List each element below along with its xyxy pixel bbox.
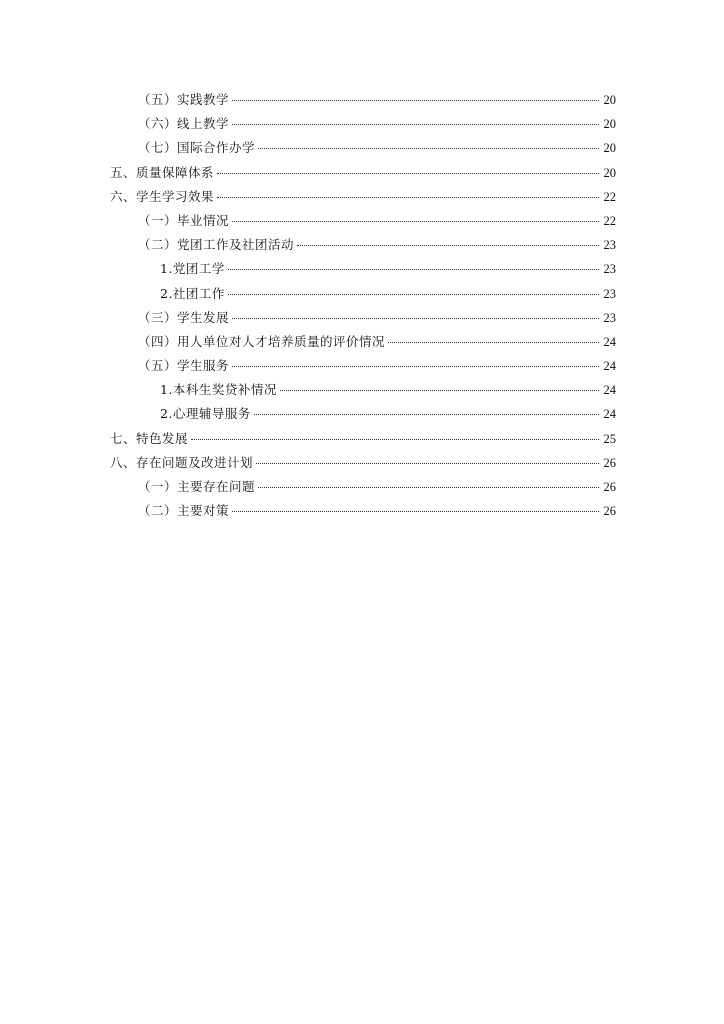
toc-entry[interactable] xyxy=(110,138,616,162)
toc-entry-page: 20 xyxy=(603,141,616,156)
dot-leader xyxy=(232,511,599,512)
dot-leader xyxy=(256,463,599,464)
toc-entry[interactable] xyxy=(110,356,616,380)
toc-entry-page: 26 xyxy=(603,455,616,470)
toc-entry[interactable] xyxy=(110,332,616,356)
toc-entry[interactable] xyxy=(110,308,616,332)
toc-entry-page: 26 xyxy=(603,504,616,519)
dot-leader xyxy=(388,342,599,343)
toc-entry-title: （二）主要对策 xyxy=(138,503,230,519)
toc-entry-page: 24 xyxy=(603,407,616,422)
dot-leader xyxy=(217,173,599,174)
toc-entry-title: 2.社团工作 xyxy=(160,285,225,301)
toc-entry-title: （三）学生发展 xyxy=(138,309,230,325)
toc-entry-page: 20 xyxy=(603,165,616,180)
toc-entry-page: 20 xyxy=(603,117,616,132)
toc-entry-title: 1.党团工学 xyxy=(160,261,225,277)
toc-entry-title: 六、学生学习效果 xyxy=(110,188,215,204)
toc-entry-title: 七、特色发展 xyxy=(110,430,189,446)
toc-entry-title: 八、存在问题及改进计划 xyxy=(110,454,254,470)
toc-entry-title: 1.本科生奖贷补情况 xyxy=(160,382,277,398)
toc-entry-page: 25 xyxy=(603,431,616,446)
dot-leader xyxy=(280,390,599,391)
toc-entry-page: 23 xyxy=(603,310,616,325)
toc-entry[interactable] xyxy=(110,259,616,283)
toc-entry-page: 22 xyxy=(603,213,616,228)
toc-entry-page: 26 xyxy=(603,480,616,494)
toc-entry-page: 20 xyxy=(603,93,616,107)
toc-entry-title: （一）主要存在问题 xyxy=(138,479,256,494)
dot-leader xyxy=(232,366,599,367)
toc-entry-title: （一）毕业情况 xyxy=(138,212,230,228)
toc-entry[interactable] xyxy=(110,187,616,211)
toc-entry[interactable] xyxy=(110,380,616,404)
toc-entry[interactable] xyxy=(110,501,616,525)
toc-entry-page: 24 xyxy=(603,383,616,398)
toc-entry-title: （四）用人单位对人才培养质量的评价情况 xyxy=(138,333,386,349)
toc-entry-title: （二）党团工作及社团活动 xyxy=(138,237,295,253)
dot-leader xyxy=(217,197,599,198)
toc-entry-page: 24 xyxy=(603,334,616,349)
dot-leader xyxy=(228,269,599,270)
toc-entry-title: 2.心理辅导服务 xyxy=(160,406,251,422)
toc-entry-title: 五、质量保障体系 xyxy=(110,164,215,180)
dot-leader xyxy=(297,245,599,246)
dot-leader xyxy=(228,294,599,295)
toc-entry-title: （六）线上教学 xyxy=(138,116,230,132)
toc-entry[interactable] xyxy=(110,429,616,453)
toc-entry-title: （五）学生服务 xyxy=(138,358,230,374)
toc-entry-title: （五）实践教学 xyxy=(138,92,230,107)
dot-leader xyxy=(254,414,599,415)
toc-entry[interactable] xyxy=(110,453,616,477)
toc-entry-page: 24 xyxy=(603,359,616,374)
toc-entry[interactable] xyxy=(110,284,616,308)
dot-leader xyxy=(258,148,599,149)
toc-entry-page: 23 xyxy=(603,286,616,301)
table-of-contents xyxy=(110,90,616,525)
toc-entry-title: （七）国际合作办学 xyxy=(138,140,256,156)
dot-leader xyxy=(232,221,599,222)
toc-entry[interactable] xyxy=(110,163,616,187)
toc-entry[interactable] xyxy=(110,114,616,138)
dot-leader xyxy=(232,100,599,101)
dot-leader xyxy=(232,124,599,125)
toc-entry[interactable] xyxy=(110,404,616,428)
toc-entry-page: 22 xyxy=(603,189,616,204)
toc-entry-page: 23 xyxy=(603,262,616,277)
dot-leader xyxy=(191,439,599,440)
toc-entry[interactable] xyxy=(110,90,616,114)
toc-entry[interactable] xyxy=(110,477,616,501)
dot-leader xyxy=(232,318,599,319)
toc-entry[interactable] xyxy=(110,211,616,235)
dot-leader xyxy=(258,487,599,488)
toc-entry[interactable] xyxy=(110,235,616,259)
toc-entry-page: 23 xyxy=(603,238,616,253)
